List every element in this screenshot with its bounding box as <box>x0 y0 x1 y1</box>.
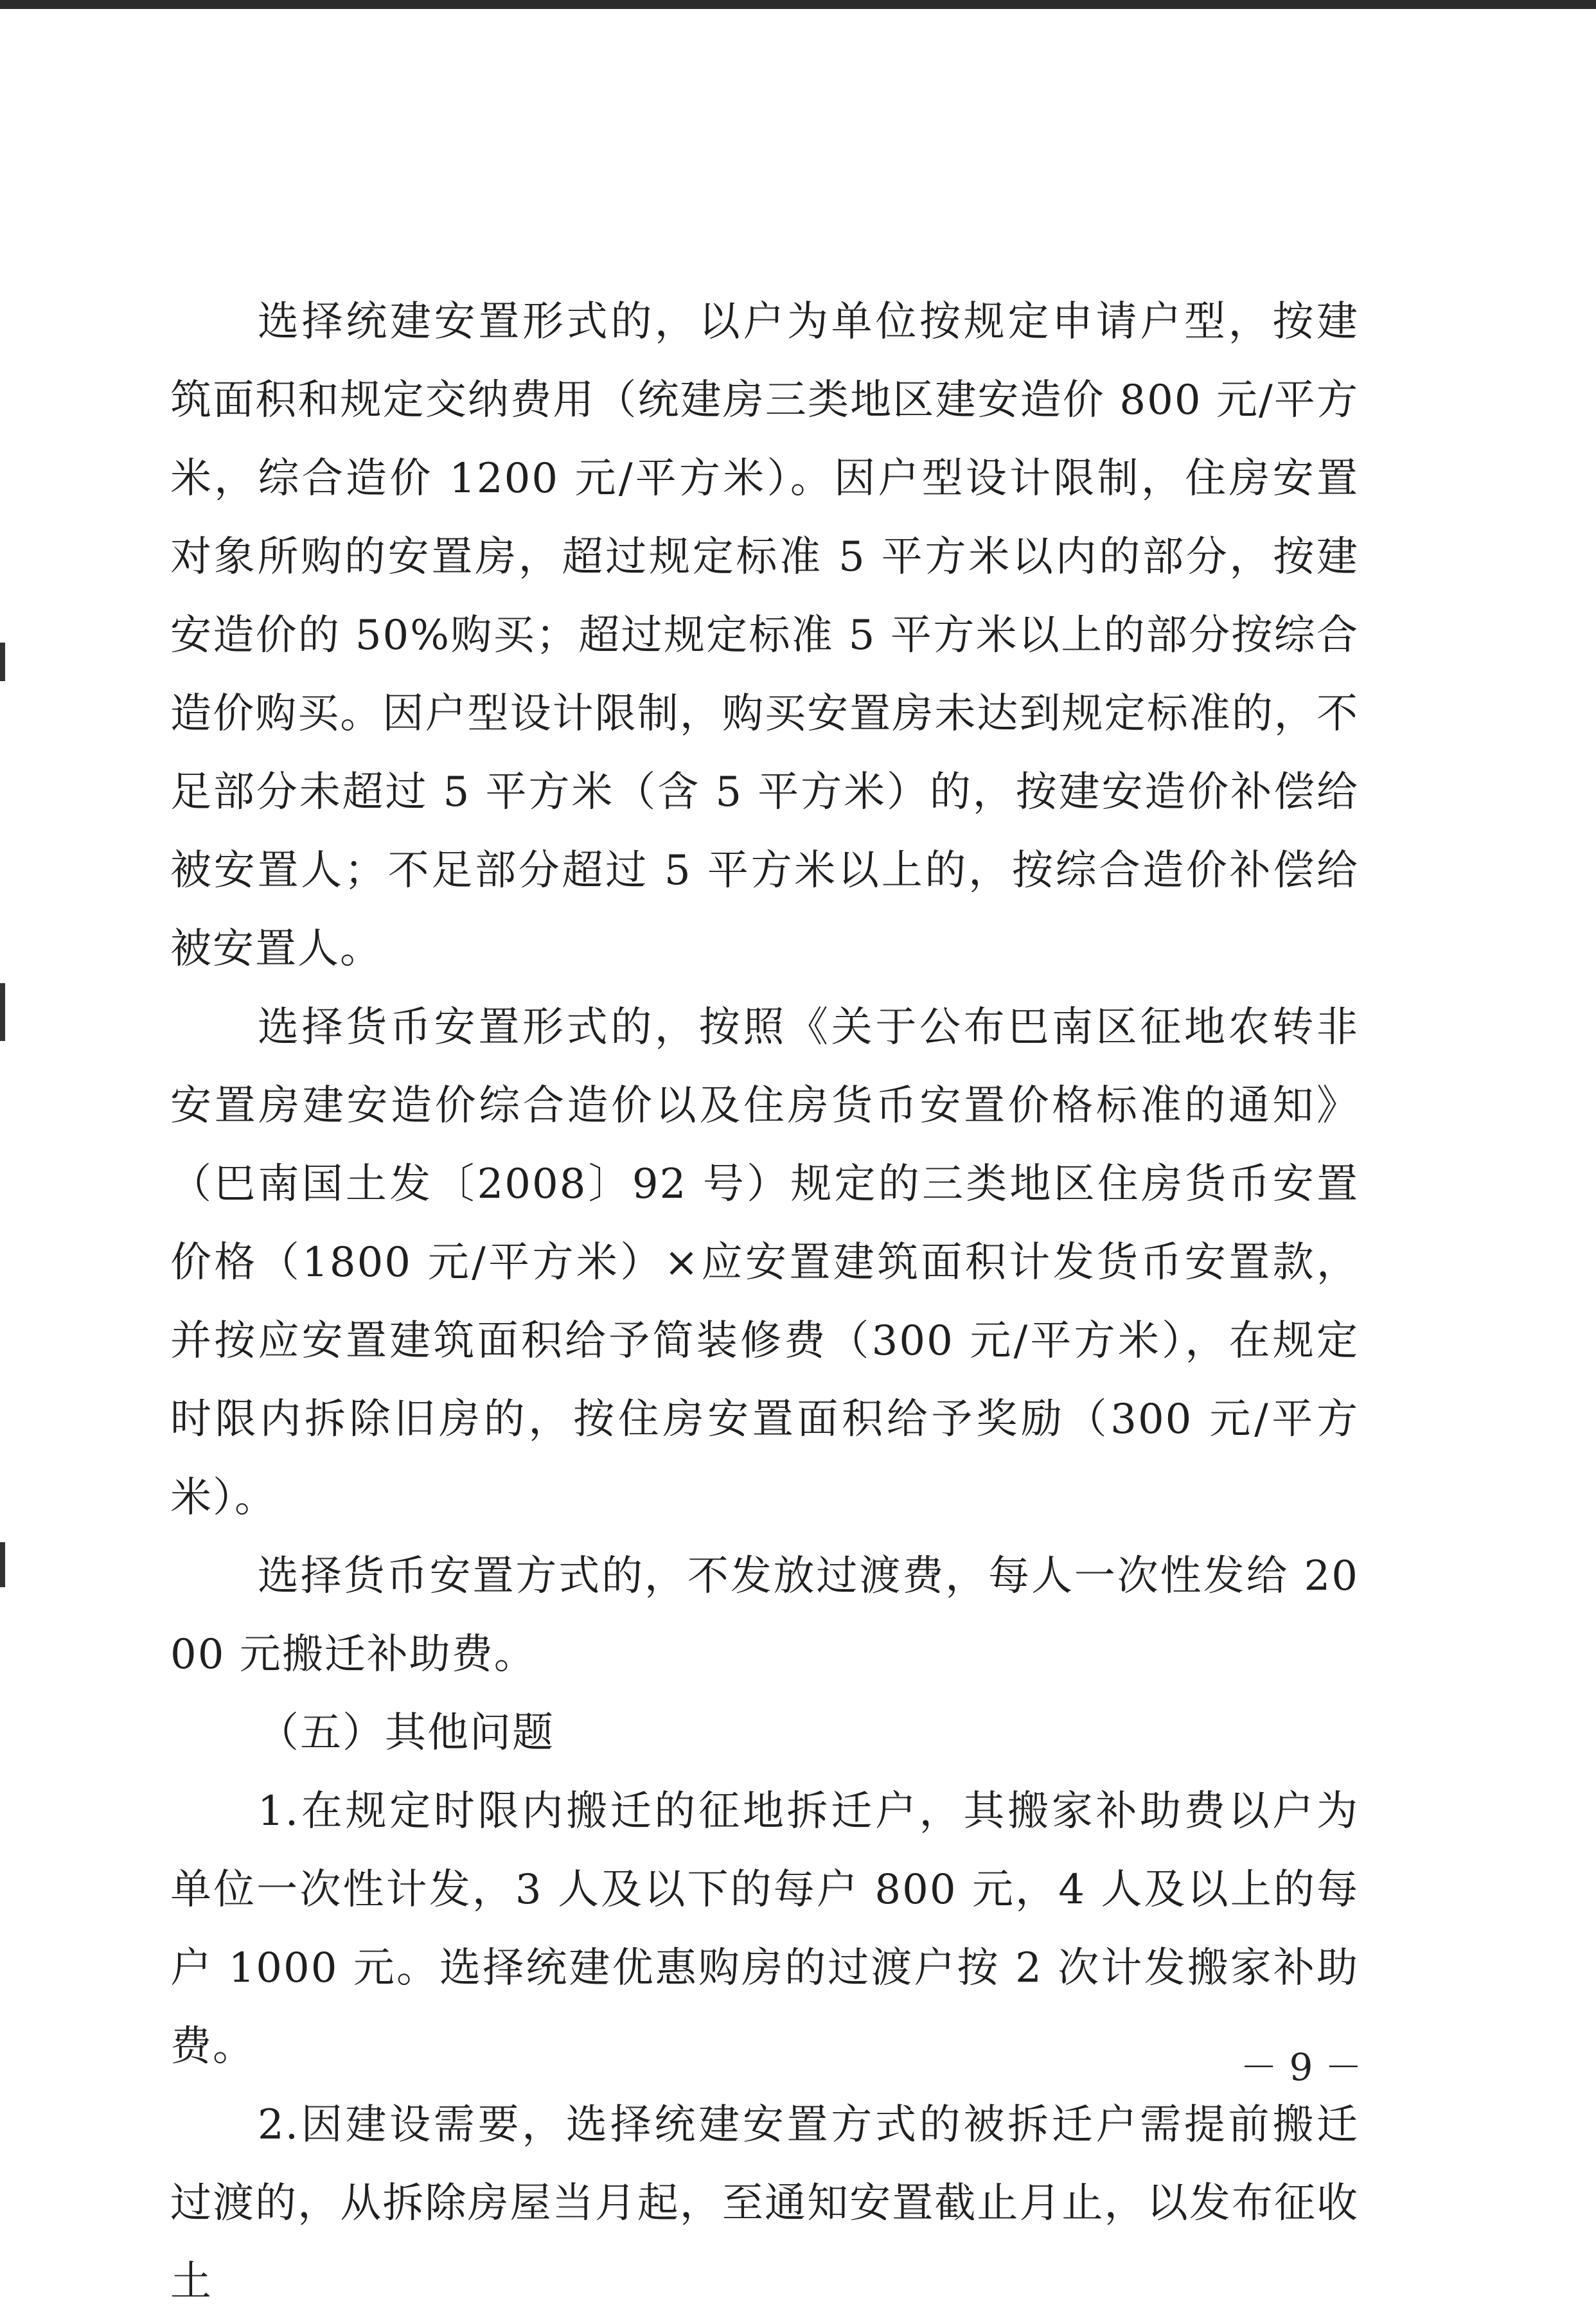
scan-left-mark <box>0 643 5 681</box>
paragraph-item-2: 2.因建设需要，选择统建安置方式的被拆迁户需提前搬迁过渡的，从拆除房屋当月起，至通知安置截止月止，以发布征收土 <box>170 2101 1359 2306</box>
scan-top-edge <box>0 0 1596 9</box>
scan-left-mark <box>0 983 5 1041</box>
paragraph-item-1: 1.在规定时限内搬迁的征地拆迁户，其搬家补助费以户为单位一次性计发，3 人及以下的每户 800 元，4 人及以上的每户 1000 元。选择统建优惠购房的过渡户按 2 次计发搬家补助费。 <box>170 1788 1359 2070</box>
paragraph-relocation-subsidy: 选择货币安置方式的，不发放过渡费，每人一次性发给 2000 元搬迁补助费。 <box>170 1552 1359 1678</box>
section-heading-other-issues: （五）其他问题 <box>258 1709 554 1757</box>
paragraph-monetary-resettlement: 选择货币安置形式的，按照《关于公布巴南区征地农转非安置房建安造价综合造价以及住房货币安置价格标准的通知》（巴南国土发〔2008〕92 号）规定的三类地区住房货币安置价格（1800 元/平方米）×应安置建筑面积计发货币安置款，并按应安置建筑面积给予简装修费（300 元/平方米），在规定时限内拆除旧房的，按住房安置面积给予奖励（300 元/平方米）。 <box>170 1004 1359 1522</box>
document-body <box>170 283 1359 2321</box>
scan-left-mark <box>0 1542 5 1587</box>
paragraph-unified-resettlement: 选择统建安置形式的，以户为单位按规定申请户型，按建筑面积和规定交纳费用（统建房三类地区建安造价 800 元/平方米，综合造价 1200 元/平方米）。因户型设计限制，住房安置对象所购的安置房，超过规定标准 5 平方米以内的部分，按建安造价的 50%购买；超过规定标准 5 平方米以上的部分按综合造价购买。因户型设计限制，购买安置房未达到规定标准的，不足部分未超过 5 平方米（含 5 平方米）的，按建安造价补偿给被安置人；不足部分超过 5 平方米以上的，按综合造价补偿给被安置人。 <box>170 298 1359 973</box>
page-number: － 9 － <box>1240 2045 1362 2089</box>
